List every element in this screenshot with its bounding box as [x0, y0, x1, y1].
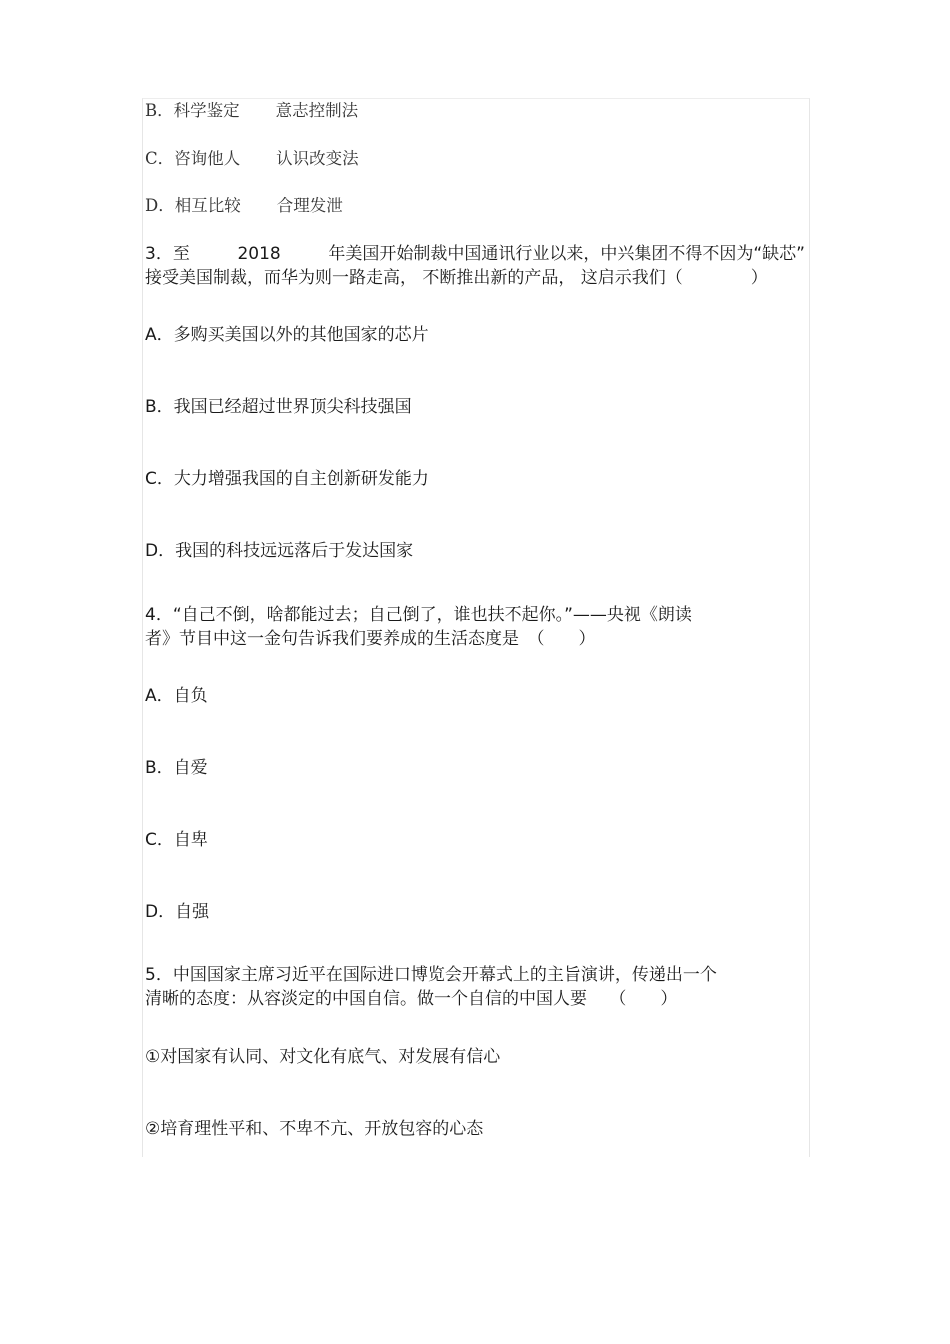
q3-option-a: A．多购买美国以外的其他国家的芯片 — [145, 325, 429, 345]
prev-option-b-label: B．科学鉴定 — [145, 101, 240, 120]
prev-option-d-rest: 合理发泄 — [276, 196, 343, 215]
prev-option-c — [145, 147, 359, 171]
q4-stem-line2: 者》节目中这一金句告诉我们要养成的生活态度是 （ ） — [145, 629, 596, 649]
q3-option-d: D．我国的科技远远落后于发达国家 — [145, 541, 414, 561]
prev-option-c-label: C．咨询他人 — [145, 149, 241, 168]
q5-stem-line1: 5．中国国家主席习近平在国际进口博览会开幕式上的主旨演讲，传递出一个 — [145, 965, 717, 985]
q4-option-c: C．自卑 — [145, 830, 208, 850]
prev-option-d — [145, 194, 343, 218]
prev-option-b — [145, 99, 358, 123]
prev-option-c-rest: 认识改变法 — [276, 149, 359, 168]
q3-option-b: B．我国已经超过世界顶尖科技强国 — [145, 397, 412, 417]
q5-stem — [145, 963, 805, 1011]
q5-stem-line2: 清晰的态度：从容淡定的中国自信。做一个自信的中国人要 （ ） — [145, 989, 678, 1009]
q4-option-a: A．自负 — [145, 686, 208, 706]
q3-stem-line2: 接受美国制裁，而华为则一路走高， 不断推出新的产品， 这启示我们（ ） — [145, 268, 768, 288]
q3-option-c: C．大力增强我国的自主创新研发能力 — [145, 469, 429, 489]
q5-item-2: ②培育理性平和、不卑不亢、开放包容的心态 — [145, 1119, 484, 1139]
q3-stem-part2: 年美国开始制裁中国通讯行业以来，中兴集团不得不因为“缺芯” — [328, 244, 805, 264]
q4-stem-line1: 4．“自己不倒，啥都能过去；自己倒了，谁也扶不起你。”——央视《朗读 — [145, 605, 692, 625]
q4-stem — [145, 603, 805, 651]
prev-option-b-rest: 意志控制法 — [275, 101, 359, 120]
q3-stem — [145, 242, 805, 290]
q4-option-b: B．自爱 — [145, 758, 208, 778]
q5-item-1: ①对国家有认同、对文化有底气、对发展有信心 — [145, 1047, 501, 1067]
q3-stem-year: 2018 — [237, 244, 281, 264]
q3-stem-line1 — [145, 242, 805, 266]
q3-stem-part1: 3．至 — [145, 244, 190, 264]
prev-option-d-label: D．相互比较 — [145, 196, 241, 215]
q4-option-d: D．自强 — [145, 902, 210, 922]
